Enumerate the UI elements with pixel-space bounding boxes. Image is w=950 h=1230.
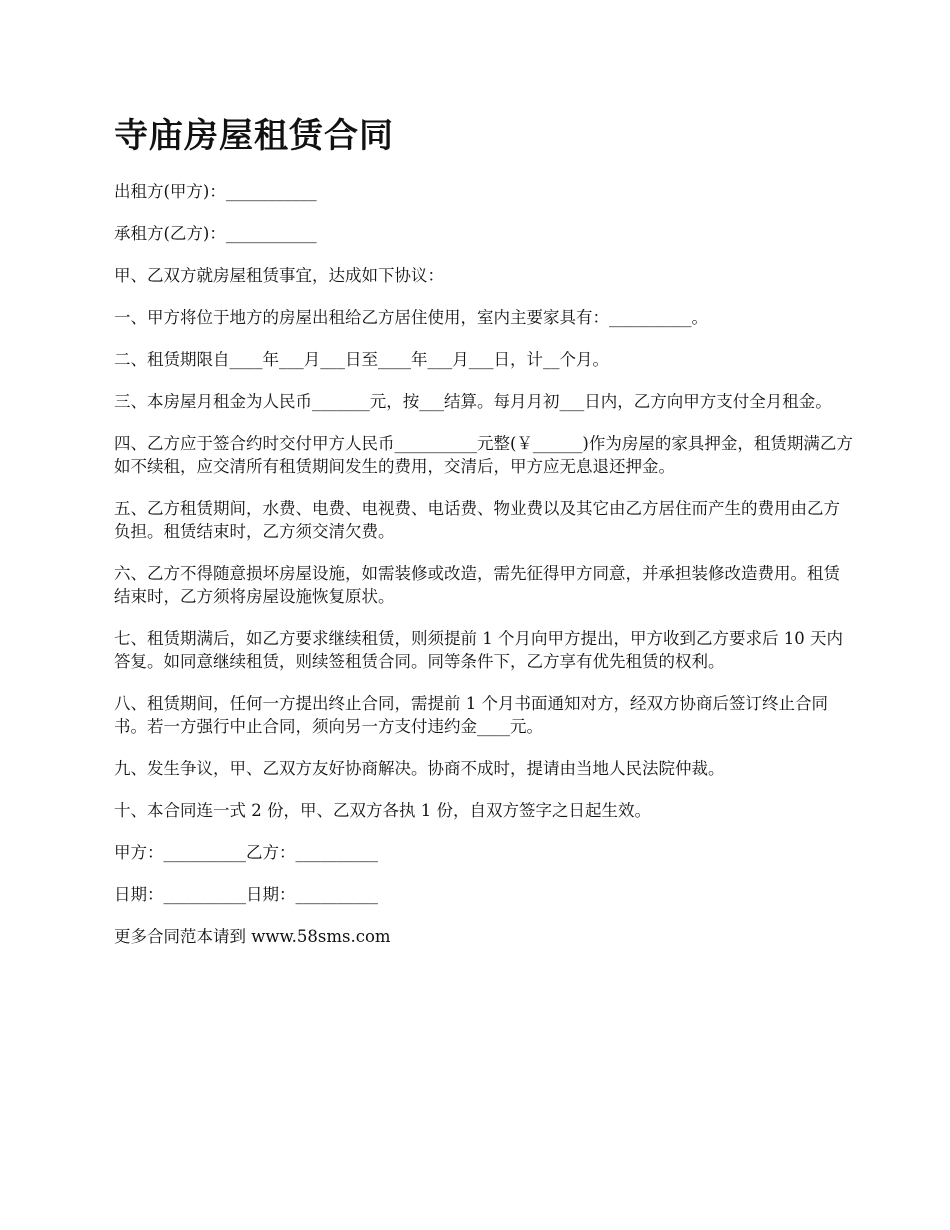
clause-1: 一、甲方将位于地方的房屋出租给乙方居住使用，室内主要家具有：__________。 [114,308,708,327]
document-page [114,112,854,967]
agreement-intro: 甲、乙双方就房屋租赁事宜，达成如下协议： [114,266,444,285]
footer-note: 更多合同范本请到 www.58sms.com [114,927,391,946]
clause-7: 七、租赁期满后，如乙方要求继续租赁，则须提前 1 个月向甲方提出，甲方收到乙方要求后 10 天内答复。如同意继续租赁，则续签租赁合同。同等条件下，乙方享有优先租赁的权利。 [114,629,843,671]
clause-6: 六、乙方不得随意损坏房屋设施，如需装修或改造，需先征得甲方同意，并承担装修改造费用。租赁结束时，乙方须将房屋设施恢复原状。 [114,564,840,606]
clause-5: 五、乙方租赁期间，水费、电费、电视费、电话费、物业费以及其它由乙方居住而产生的费用由乙方负担。租赁结束时，乙方须交清欠费。 [114,499,840,541]
clause-8: 八、租赁期间，任何一方提出终止合同，需提前 1 个月书面通知对方，经双方协商后签订终止合同书。若一方强行中止合同，须向另一方支付违约金____元。 [114,694,828,736]
signature-line: 甲方：__________乙方：__________ [114,843,378,862]
clause-4: 四、乙方应于签合约时交付甲方人民币__________元整(￥______)作为房屋的家具押金，租赁期满乙方如不续租，应交清所有租赁期间发生的费用，交清后，甲方应无息退还押金。 [114,434,853,476]
lessee-line: 承租方(乙方)：___________ [114,224,317,243]
clause-9: 九、发生争议，甲、乙双方友好协商解决。协商不成时，提请由当地人民法院仲裁。 [114,759,725,778]
lessor-line: 出租方(甲方)：___________ [114,182,317,201]
clause-3: 三、本房屋月租金为人民币_______元，按___结算。每月月初___日内，乙方向甲方支付全月租金。 [114,392,832,411]
clause-2: 二、租赁期限自____年___月___日至____年___月___日，计__个月。 [114,350,609,369]
document-title: 寺庙房屋租赁合同 [114,116,394,156]
clause-10: 十、本合同连一式 2 份，甲、乙双方各执 1 份，自双方签字之日起生效。 [114,801,651,820]
date-line: 日期：__________日期：__________ [114,885,378,904]
